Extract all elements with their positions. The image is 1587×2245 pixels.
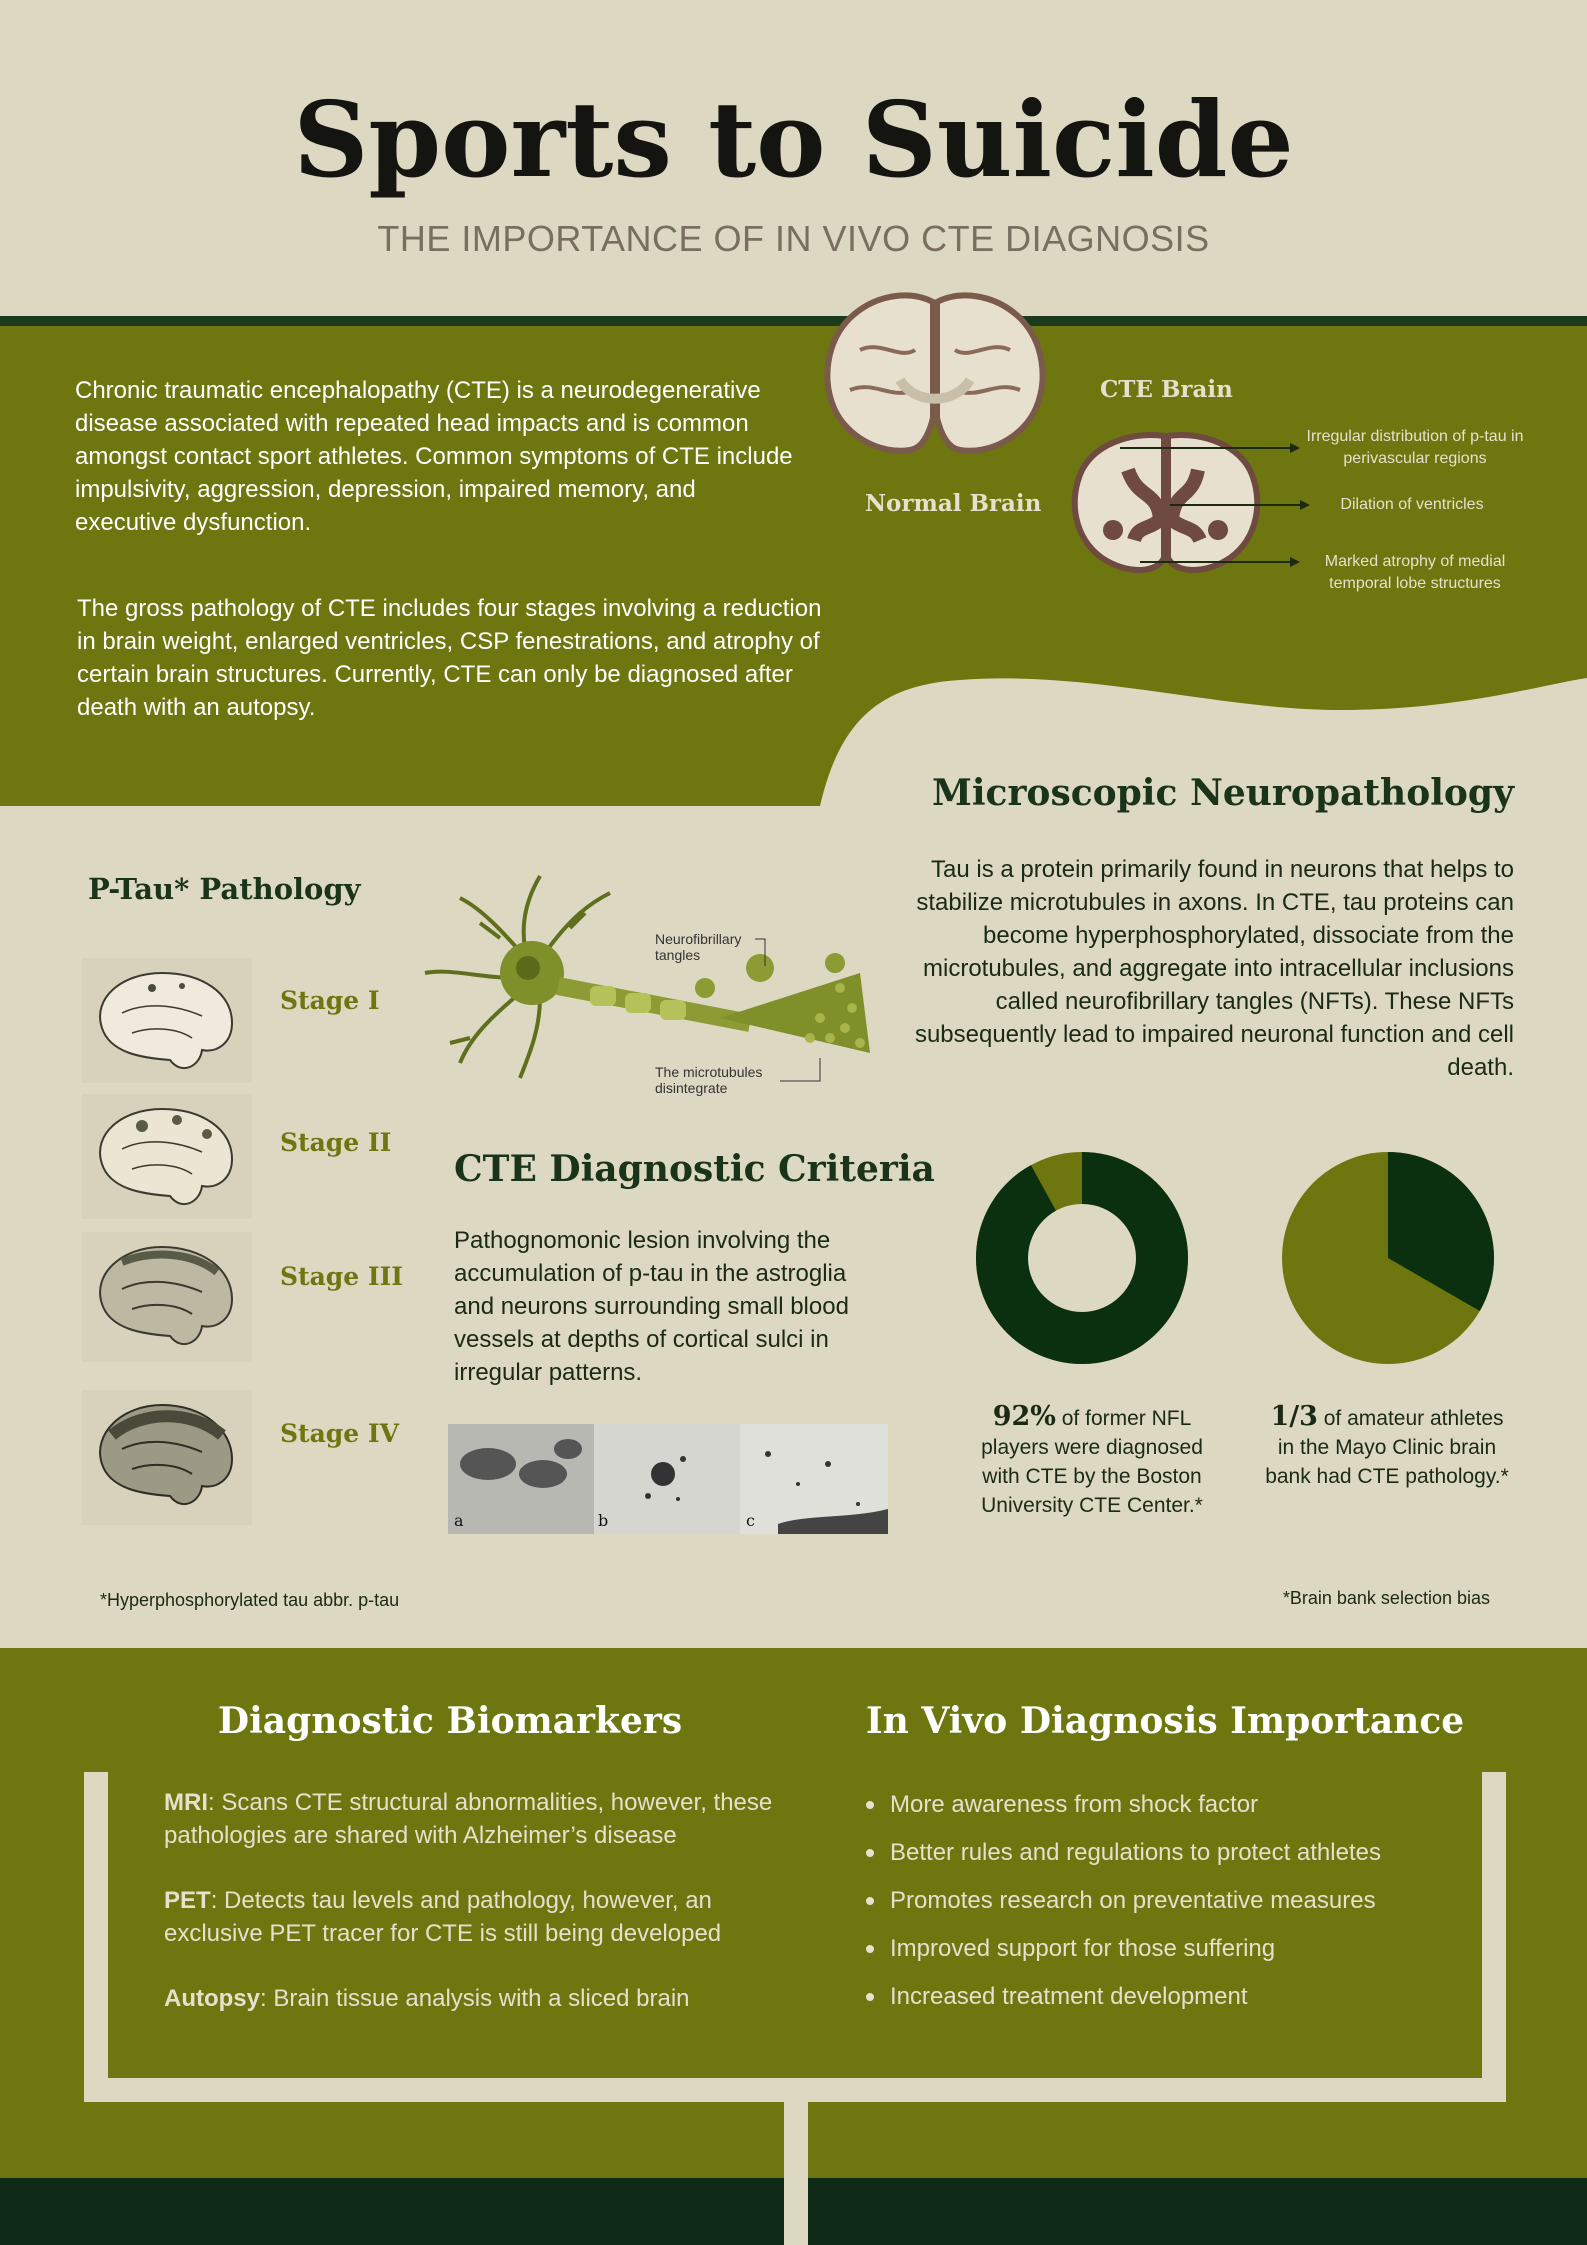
nfl-stat: [960, 1402, 1224, 1520]
microtubules-label-line1: The microtubules: [655, 1064, 763, 1080]
frame-bottom-rail: [84, 2078, 1506, 2102]
callout-temporal-atrophy: Marked atrophy of medial temporal lobe structures: [1324, 553, 1506, 592]
neurofibrillary-label-line1: Neurofibrillary: [655, 931, 742, 947]
footnote-ptau: *Hyperphosphorylated tau abbr. p-tau: [100, 1590, 400, 1610]
nfl-stat-number: 92%: [992, 1401, 1056, 1432]
stage-1-label: Stage I: [280, 986, 380, 1015]
biomarker-term: PET: [164, 1887, 211, 1914]
biomarker-desc: : Brain tissue analysis with a sliced brain: [260, 1985, 690, 2012]
invivo-item-text: More awareness from shock factor: [890, 1791, 1259, 1818]
bullet-icon: [866, 1801, 874, 1809]
micrograph-strip: [448, 1424, 888, 1534]
stage-4-label: Stage IV: [280, 1419, 399, 1448]
frame-center-stem: [784, 2102, 808, 2245]
stage-3-brain-icon: [82, 1232, 252, 1362]
stage-1-brain-icon: [82, 958, 252, 1083]
nfl-donut-chart: [974, 1150, 1190, 1366]
bullet-icon: [866, 1897, 874, 1905]
normal-brain-illustration: [820, 290, 1050, 465]
biomarkers-heading: Diagnostic Biomarkers: [217, 1700, 683, 1742]
microscopic-heading: Microscopic Neuropathology: [932, 772, 1514, 814]
bullet-icon: [866, 1849, 874, 1857]
biomarker-desc: : Detects tau levels and pathology, however, an exclusive PET tracer for CTE is still being developed: [164, 1887, 722, 1947]
invivo-heading: In Vivo Diagnosis Importance: [865, 1700, 1465, 1742]
neuron-illustration: [420, 868, 880, 1108]
invivo-item-text: Promotes research on preventative measures: [890, 1887, 1376, 1914]
criteria-body: Pathognomonic lesion involving the accumulation of p-tau in the astroglia and neurons surrounding small blood vessels at depths of cortical sulci in irregular patterns.: [454, 1227, 849, 1386]
microtubules-label-line2: disintegrate: [655, 1080, 728, 1096]
intro-paragraph-2: The gross pathology of CTE includes four stages involving a reduction in brain weight, enlarged ventricles, CSP fenestrations, and atrophy of certain brain structures. Currently, CTE can only be diagnosed after death with an autopsy.: [77, 595, 822, 721]
biomarker-mri: [164, 1786, 804, 1852]
invivo-item-text: Improved support for those suffering: [890, 1935, 1276, 1962]
biomarker-pet: [164, 1884, 804, 1950]
callout-ptau-distribution: Irregular distribution of p-tau in perivascular regions: [1306, 428, 1524, 467]
bullet-icon: [866, 1993, 874, 2001]
mayo-pie-chart: [1280, 1150, 1496, 1366]
header-divider: [0, 316, 1587, 326]
neurofibrillary-label-line2: tangles: [655, 947, 701, 963]
page-title: Sports to Suicide: [293, 78, 1294, 201]
invivo-list: [862, 1790, 1502, 2030]
biomarker-desc: : Scans CTE structural abnormalities, however, these pathologies are shared with Alzheimer’s disease: [164, 1789, 773, 1849]
micrograph-label-b: b: [598, 1511, 609, 1530]
donut-hole: [1028, 1204, 1136, 1312]
stage-3-label: Stage III: [280, 1262, 403, 1291]
biomarker-term: Autopsy: [164, 1985, 260, 2012]
mayo-stat: [1260, 1402, 1514, 1491]
microscopic-body: Tau is a protein primarily found in neurons that helps to stabilize microtubules in axons. In CTE, tau proteins can become hyperphosphorylated, dissociate from the microtubules, and aggregate into intracellular inclusions called neurofibrillary tangles (NFTs). These NFTs subsequently lead to impaired neuronal function and cell death.: [914, 856, 1514, 1081]
list-item: [862, 1934, 1502, 1964]
invivo-item-text: Increased treatment development: [890, 1983, 1248, 2010]
mayo-stat-number: 1/3: [1270, 1401, 1318, 1432]
mayo-stat-text: of amateur athletes in the Mayo Clinic brain bank had CTE pathology.*: [1265, 1407, 1509, 1488]
callout-arrows: [1100, 440, 1310, 580]
list-item: [862, 1886, 1502, 1916]
stage-2-label: Stage II: [280, 1128, 392, 1157]
stage-4-brain-icon: [82, 1390, 252, 1525]
biomarker-autopsy: [164, 1982, 804, 2015]
page-subtitle: THE IMPORTANCE OF IN VIVO CTE DIAGNOSIS: [377, 218, 1210, 259]
frame-left-post: [84, 1772, 108, 2102]
nfl-stat-text: of former NFL players were diagnosed with CTE by the Boston University CTE Center.*: [981, 1407, 1203, 1517]
list-item: [862, 1838, 1502, 1868]
criteria-heading: CTE Diagnostic Criteria: [454, 1148, 935, 1190]
list-item: [862, 1982, 1502, 2012]
stage-2-brain-icon: [82, 1094, 252, 1219]
bullet-icon: [866, 1945, 874, 1953]
micrograph-images: [448, 1424, 888, 1534]
micrograph-label-c: c: [746, 1511, 755, 1530]
normal-brain-label: Normal Brain: [865, 490, 1042, 517]
list-item: [862, 1790, 1502, 1820]
intro-paragraph-1: Chronic traumatic encephalopathy (CTE) is a neurodegenerative disease associated with repeated head impacts and is common amongst contact sport athletes. Common symptoms of CTE include impulsivity, aggression, depression, impaired memory, and executive dysfunction.: [75, 377, 793, 536]
invivo-item-text: Better rules and regulations to protect athletes: [890, 1839, 1381, 1866]
micrograph-label-a: a: [454, 1511, 464, 1530]
footnote-selection-bias: *Brain bank selection bias: [1282, 1588, 1490, 1608]
biomarker-term: MRI: [164, 1789, 208, 1816]
callout-ventricles: Dilation of ventricles: [1340, 496, 1484, 513]
ptau-heading: P-Tau* Pathology: [88, 872, 361, 906]
cte-brain-label: CTE Brain: [1100, 376, 1233, 403]
